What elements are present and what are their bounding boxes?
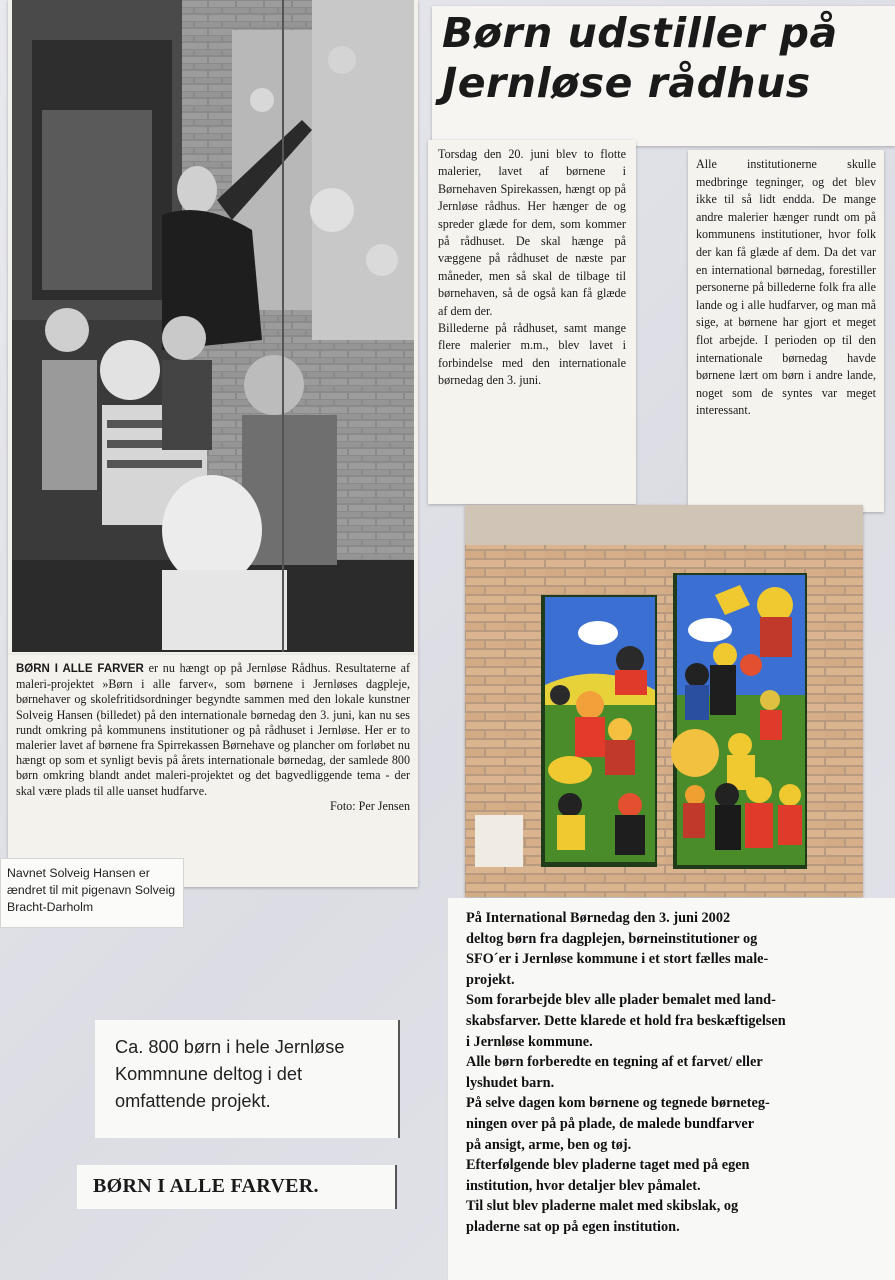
info-line: ningen over på på plade, de malede bundfarver (466, 1115, 755, 1132)
caption-text (16, 661, 410, 814)
article-column-right (688, 150, 884, 512)
headline-line-1: Børn udstiller på (442, 9, 838, 57)
info-line: i Jernløse kommune. (466, 1033, 593, 1050)
info-line: På selve dagen kom børnene og tegnede børneteg- (466, 1095, 770, 1112)
headline (432, 6, 895, 146)
project-title-label (77, 1165, 397, 1209)
info-line: Efterfølgende blev pladerne taget med på egen (466, 1157, 750, 1174)
painting-left (541, 595, 657, 867)
info-line: institution, hvor detaljer blev påmalet. (466, 1177, 701, 1194)
painting-right (671, 573, 807, 869)
info-line: pladerne sat op på egen institution. (466, 1218, 680, 1235)
photo-caption (8, 655, 418, 887)
article-paragraph: Torsdag den 20. juni blev to flotte malerier, lavet af børnene i Børnehaven Spirekassen, hængt op på Jernløse rådhus. Her hænger de og spreder glæde for dem, som kommer på rådhuset. De skal hænge på væggene på rådhuset de næste par måneder, men så skal de tilbage til børnehaven, så de også kan få glæde af dem der. (438, 147, 626, 318)
participants-note-text: Ca. 800 børn i hele Jernløse Kommnune deltog i det omfattende projekt. (115, 1037, 345, 1111)
info-plaque (475, 815, 523, 867)
info-line: Alle børn forberedte en tegning af et farvet/ eller (466, 1054, 763, 1071)
photo-credit: Foto: Per Jensen (330, 798, 410, 813)
participants-note (95, 1020, 400, 1138)
headline-line-2: Jernløse rådhus (442, 59, 811, 107)
name-change-note (0, 858, 184, 928)
article-paragraph: Alle institutionerne skulle medbringe tegninger, og det blev ikke til så lidt endda. De mange andre malerier hænger rundt om på kommunens institutioner, hvor folk der kan få glæde af dem. Da det var en international børnedag, forestiller personerne på billederne folk fra alle lande og i alle hudfarver, og man må sige, at børnene har gjort et meget flot arbejde. I perioden op til den internationale børnedag havde børnene lært om børn i andre lande, noget som de syntes var meget interessant. (696, 157, 876, 418)
name-change-note-text: Navnet Solveig Hansen er ændret til mit pigenavn Solveig Bracht-Darholm (7, 866, 176, 914)
newspaper-photo-children (8, 0, 418, 655)
info-line: på ansigt, arme, ben og tøj. (466, 1136, 632, 1153)
article-column-left (428, 140, 636, 504)
children-looking-at-paintings-image (12, 0, 414, 652)
project-description (447, 898, 895, 1280)
caption-lead: BØRN I ALLE FARVER (16, 663, 144, 675)
caption-body: er nu hængt op på Jernløse Rådhus. Resultaterne af maleri-projektet »Børn i alle farver«, som børnene i Jernløses dagpleje, børnehaver og skolefritidsordninger begyndte sammen med den lokale kunstner Solveig Hansen (billedet) på den internationale børnedag den 3. juni, kan nu ses rundt omkring på kommunens institutioner og på rådhuset i Jernløse. Her er to malerier lavet af børnene fra Spirrekassen Børnehave og plancher om forløbet nu hængt op som et synligt bevis på årets internationale børnedag, der samlede 800 børn omkring blandt andet maleri-projektet og det bagvedliggende tema - der skal være plads til alle uanset hudfarve. (16, 661, 410, 798)
info-line: projekt. (466, 971, 515, 988)
project-title-text: BØRN I ALLE FARVER. (93, 1175, 319, 1197)
article-paragraph: Billederne på rådhuset, samt mange flere malerier m.m., blev lavet i forbindelse med den internationale børnedag den 3. juni. (438, 321, 626, 388)
info-line: SFO´er i Jernløse kommune i et stort fælles male- (466, 951, 769, 968)
info-line: lyshudet barn. (466, 1074, 555, 1091)
info-line: skabsfarver. Dette klarede et hold fra beskæftigelsen (466, 1012, 786, 1029)
paintings-photo (465, 505, 863, 897)
info-line: På International Børnedag den 3. juni 2002 (466, 910, 731, 926)
info-line: Som forarbejde blev alle plader bemalet med land- (466, 992, 776, 1009)
paintings-on-brick-wall-image (465, 505, 863, 897)
info-line: deltog børn fra dagplejen, børneinstitutioner og (466, 930, 758, 947)
info-line: Til slut blev pladerne malet med skibslak, og (466, 1198, 739, 1215)
